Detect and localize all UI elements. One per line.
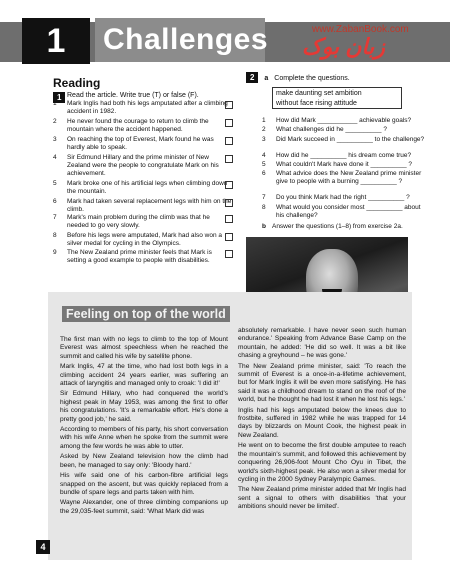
question-number: 6	[262, 170, 266, 177]
statement-text: Mark Inglis had both his legs amputated after a climbing accident in 1982.	[67, 100, 228, 115]
question-number: 3	[262, 136, 266, 143]
statement-text: Sir Edmund Hillary and the prime minister of New Zealand were the people to congratulate Mark on his achievement.	[67, 154, 219, 177]
question-text: What would you consider most __________ about his challenge?	[276, 204, 421, 219]
question-number: 7	[262, 194, 266, 201]
statement-number: 2	[53, 118, 57, 125]
exercise-instruction: Answer the questions (1–8) from exercise 2a.	[271, 223, 403, 230]
statement-number: 7	[53, 214, 57, 221]
answer-checkbox[interactable]	[225, 233, 233, 241]
article-title: Feeling on top of the world	[62, 306, 230, 322]
article-paragraph: His wife said one of his carbon-fibre artificial legs snapped on the ascent, but was quickly replaced from a bundle of spare legs and parts taken with him.	[60, 472, 228, 496]
article-paragraph: absolutely remarkable. I have never seen such human endurance.' Speaking from Advance Base Camp on the mountain, he added: 'He did so well. It was a bit like chasing a greyhound – he was gone.'	[238, 327, 406, 360]
logo-url-suffix: .com	[387, 24, 409, 35]
article-paragraph: Sir Edmund Hillary, who had conquered the world's highest peak in May 1953, was among the first to offer his congratulations. 'It's a remarkable effort. He's done a pretty good job,' he said.	[60, 390, 228, 423]
statement-text: The New Zealand prime minister feels that Mark is setting a good example to people with disabilities.	[67, 249, 212, 264]
article-paragraph: Asked by New Zealand television how the climb had been, he managed to say only: 'Bloody hard.'	[60, 453, 228, 469]
article-paragraph: The New Zealand prime minister, said: 'To reach the summit of Everest is a once-in-a-lifetime achievement, but for Mark Inglis it will be even more satisfying. He has said it was a childhood dream to stand on the roof of the world, but he thought he had lost it when he lost his legs.'	[238, 362, 406, 404]
answer-checkbox[interactable]	[225, 101, 233, 109]
exercise-number: 2	[246, 72, 258, 83]
word-box-line: without face rising attitude	[276, 100, 357, 107]
answer-checkbox[interactable]	[225, 181, 233, 189]
answer-checkbox[interactable]	[225, 215, 233, 223]
statement-number: 8	[53, 232, 57, 239]
answer-checkbox[interactable]	[225, 250, 233, 258]
article-paragraph: The first man with no legs to climb to the top of Mount Everest was almost speechless when he reached the summit and called his wife by satellite phone.	[60, 336, 228, 360]
exercise-2b	[262, 223, 403, 230]
statement-text: He never found the courage to return to climb the mountain where the accident happened.	[67, 118, 209, 133]
exercise-instruction: Read the article. Write true (T) or false (F).	[67, 92, 199, 99]
word-box-line: make daunting set ambition	[276, 90, 362, 97]
answer-checkbox[interactable]	[225, 119, 233, 127]
reading-heading: Reading	[53, 76, 101, 90]
question-text: What advice does the New Zealand prime minister give to people with a burning __________ ?	[276, 170, 422, 185]
statement-number: 1	[53, 100, 57, 107]
statement-text: On reaching the top of Everest, Mark found he was hardly able to speak.	[67, 136, 214, 151]
exercise-instruction: Complete the questions.	[274, 75, 350, 82]
statement-number: 5	[53, 180, 57, 187]
statement-number: 6	[53, 198, 57, 205]
statement-number: 4	[53, 154, 57, 161]
statement-text: Before his legs were amputated, Mark had also won a silver medal for cycling in the Olympics.	[67, 232, 223, 247]
question-number: 4	[262, 152, 266, 159]
logo-url-brand: ZabanBook	[335, 24, 388, 35]
article-column-1	[60, 336, 228, 518]
exercise-part-label: a	[264, 75, 269, 82]
article-column-2	[238, 327, 406, 514]
question-text: How did Mark ___________ achievable goals?	[276, 117, 412, 124]
unit-number: 1	[22, 18, 90, 64]
statement-number: 3	[53, 136, 57, 143]
question-number: 5	[262, 161, 266, 168]
site-logo: زبان بوک	[302, 34, 385, 59]
article-paragraph: He went on to become the first double amputee to reach the mountain's summit, and followed this achievement by conquering 26,906-foot Mount Cho Oyu in Tibet, the world's sixth-highest peak. He also won a silver medal for cycling in the 2000 Sydney Paralympic Games.	[238, 442, 406, 483]
article-paragraph: Inglis had his legs amputated below the knees due to frostbite, suffered in 1982 while he was trapped for 14 days by blizzards on Mount Cook, the highest peak in New Zealand.	[238, 406, 406, 439]
statement-text: Mark had taken several replacement legs with him on the climb.	[67, 198, 232, 213]
answer-checkbox[interactable]	[225, 199, 233, 207]
answer-checkbox[interactable]	[225, 155, 233, 163]
question-text: What couldn't Mark have done it __________ ?	[276, 161, 413, 168]
logo-url-prefix: www.	[312, 24, 336, 35]
statement-number: 9	[53, 249, 57, 256]
statement-text: Mark's main problem during the climb was that he needed to go very slowly.	[67, 214, 210, 229]
exercise-2-header	[246, 72, 350, 83]
exercise-part-label: b	[262, 223, 266, 230]
exercise-number: 1	[53, 92, 65, 103]
article-paragraph: Mark Inglis, 47 at the time, who had lost both legs in a climbing accident 24 years earlier, was suffering an attack of laryngitis and managed only to croak: 'I did it!'	[60, 363, 228, 388]
question-number: 2	[262, 126, 266, 133]
question-text: How did he __________ his dream come true?	[276, 152, 412, 159]
question-number: 1	[262, 117, 266, 124]
question-number: 8	[262, 204, 266, 211]
question-text: Do you think Mark had the right __________ ?	[276, 194, 410, 201]
article-paragraph: The New Zealand prime minister added that Mr Inglis had sent a signal to others with disabilities 'that your ambitions should never be limited'.	[238, 486, 406, 511]
question-text: Did Mark succeed in __________ to the challenge?	[276, 136, 425, 143]
word-box	[272, 87, 402, 109]
article-paragraph: Wayne Alexander, one of three climbing companions up the 29,035-feet summit, said: 'What Mark did was	[60, 499, 228, 515]
article-paragraph: According to members of his party, his short conversation with his wife Anne when he spoke from the summit were among the few words he was able to utter.	[60, 426, 228, 450]
unit-title: Challenges	[95, 18, 265, 62]
statement-text: Mark broke one of his artificial legs when climbing down the mountain.	[67, 180, 228, 195]
answer-checkbox[interactable]	[225, 137, 233, 145]
page-number: 4	[36, 540, 50, 554]
question-text: What challenges did he __________ ?	[276, 126, 387, 133]
